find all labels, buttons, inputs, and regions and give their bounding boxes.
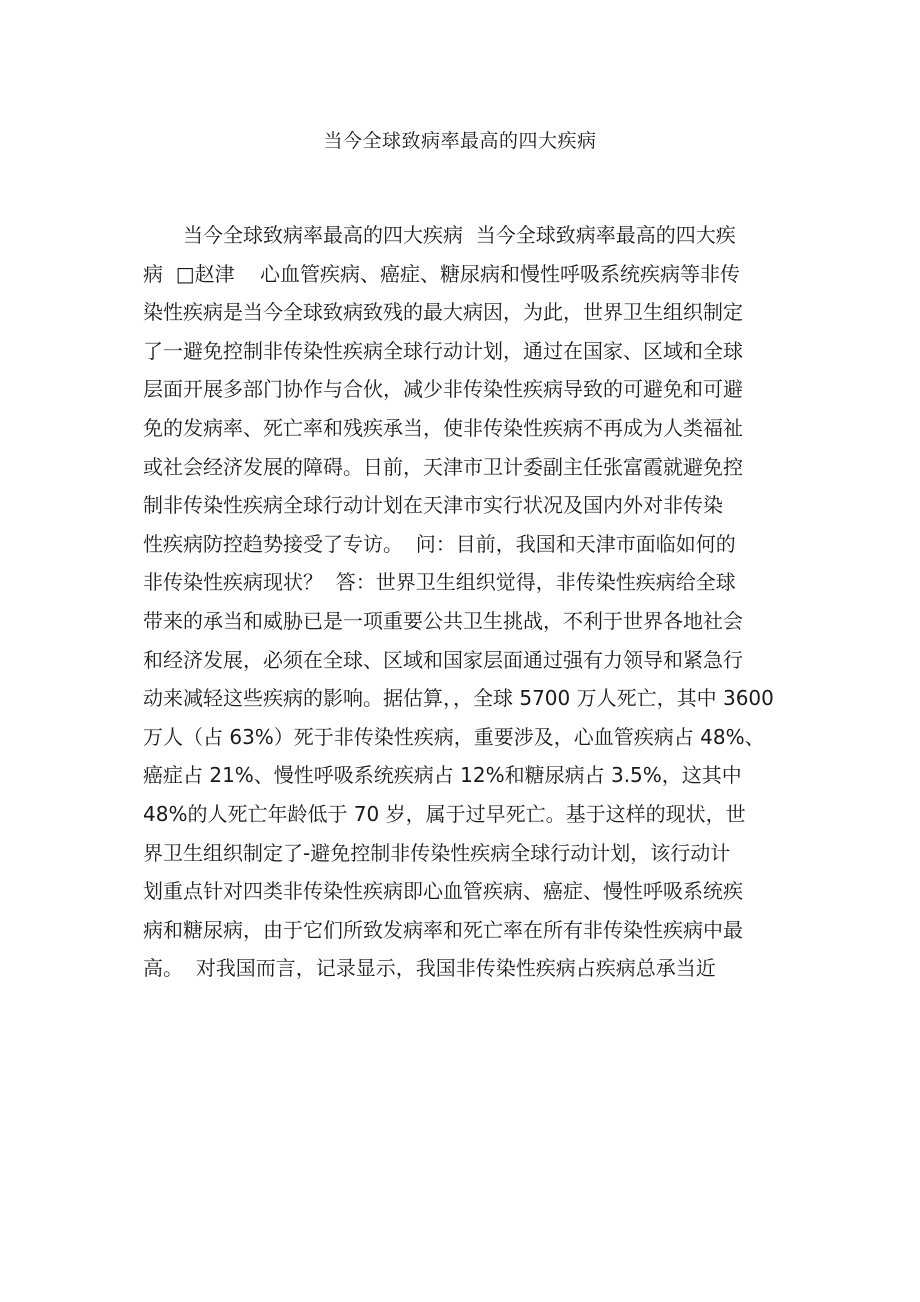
body-line: 病 □赵津 心血管疾病、癌症、糖尿病和慢性呼吸系统疾病等非传 <box>143 261 741 286</box>
body-line: 或社会经济发展的障碍。日前，天津市卫计委副主任张富霞就避免控 <box>143 454 743 479</box>
body-line: 非传染性疾病现状？ 答：世界卫生组织觉得，非传染性疾病给全球 <box>143 570 736 595</box>
document-title: 当今全球致病率最高的四大疾病 <box>323 130 597 152</box>
body-line: 层面开展多部门协作与合伙，减少非传染性疾病导致的可避免和可避 <box>143 377 743 402</box>
body-line: 性疾病防控趋势接受了专访。 问：目前，我国和天津市面临如何的 <box>143 531 736 556</box>
body-line: 癌症占 21%、慢性呼吸系统疾病占 12%和糖尿病占 3.5%，这其中 <box>143 763 742 788</box>
body-line: 界卫生组织制定了-避免控制非传染性疾病全球行动计划，该行动计 <box>143 840 731 865</box>
document-body <box>143 216 783 988</box>
body-line: 48%的人死亡年龄低于 70 岁，属于过早死亡。基于这样的现状，世 <box>143 801 746 826</box>
body-line: 高。 对我国而言，记录显示，我国非传染性疾病占疾病总承当近 <box>143 956 716 981</box>
body-line: 染性疾病是当今全球致病致残的最大病因，为此，世界卫生组织制定 <box>143 300 743 325</box>
body-line: 了一避免控制非传染性疾病全球行动计划，通过在国家、区域和全球 <box>143 338 743 363</box>
body-line: 制非传染性疾病全球行动计划在天津市实行状况及国内外对非传染 <box>143 493 723 518</box>
body-line: 划重点针对四类非传染性疾病即心血管疾病、癌症、慢性呼吸系统疾 <box>143 879 743 904</box>
body-line: 动来减轻这些疾病的影响。据估算，，全球 5700 万人死亡，其中 3600 <box>143 686 774 711</box>
body-line: 万人（占 63%）死于非传染性疾病，重要涉及，心血管疾病占 48%、 <box>143 724 765 749</box>
body-line: 病和糖尿病，由于它们所致发病率和死亡率在所有非传染性疾病中最 <box>143 917 743 942</box>
body-line: 带来的承当和威胁已是一项重要公共卫生挑战，不利于世界各地社会 <box>143 608 743 633</box>
body-line: 和经济发展，必须在全球、区域和国家层面通过强有力领导和紧急行 <box>143 647 743 672</box>
body-line: 免的发病率、死亡率和残疾承当，使非传染性疾病不再成为人类福祉 <box>143 415 743 440</box>
body-line: 当今全球致病率最高的四大疾病 当今全球致病率最高的四大疾 <box>183 223 736 247</box>
